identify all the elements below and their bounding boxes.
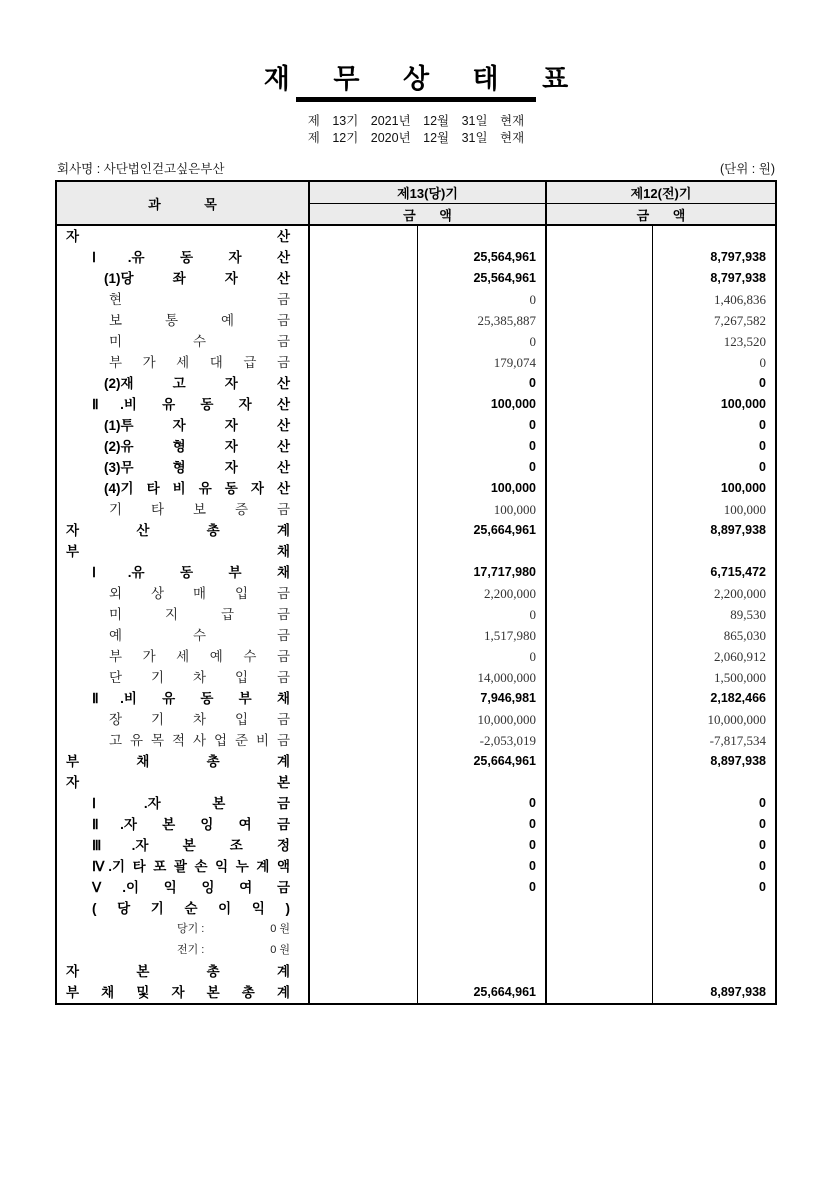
spacer-cell-prior — [545, 541, 652, 562]
account-label: 예 수 금 — [109, 628, 290, 643]
spacer-cell-prior — [545, 457, 652, 478]
spacer-cell-prior — [545, 520, 652, 541]
amount-header-prior — [545, 204, 775, 226]
amount-prior-cell — [652, 772, 775, 793]
amount-current-cell: 17,717,980 — [417, 562, 545, 583]
account-cell — [57, 751, 308, 772]
account-label: 미 지 급 금 — [109, 607, 290, 622]
amount-header-current-label: 금 액 — [403, 207, 462, 223]
amount-current-cell: 100,000 — [417, 499, 545, 520]
amount-current-cell: 25,664,961 — [417, 751, 545, 772]
account-cell — [57, 667, 308, 688]
amount-header-current — [308, 204, 545, 226]
report-title: 재 무 상 태 표 — [263, 64, 587, 94]
amount-current-cell — [417, 772, 545, 793]
spacer-cell-prior — [545, 625, 652, 646]
account-label: (1)투 자 자 산 — [104, 418, 290, 433]
spacer-cell-current — [308, 226, 417, 247]
amount-prior-cell: 0 — [652, 814, 775, 835]
amount-current-cell: 0 — [417, 793, 545, 814]
spacer-cell-prior — [545, 667, 652, 688]
amount-prior-cell: 7,267,582 — [652, 310, 775, 331]
account-label: Ⅰ.유 동 자 산 — [92, 250, 290, 265]
account-cell — [57, 226, 308, 247]
title-underline — [296, 97, 536, 102]
account-label: 자 산 총 계 — [66, 523, 290, 538]
amount-prior-cell: 100,000 — [652, 499, 775, 520]
amount-current-cell: 100,000 — [417, 394, 545, 415]
amount-prior-cell: 0 — [652, 856, 775, 877]
spacer-cell-current — [308, 310, 417, 331]
amount-current-cell: 0 — [417, 856, 545, 877]
spacer-cell-prior — [545, 310, 652, 331]
account-cell — [57, 289, 308, 310]
spacer-cell-current — [308, 352, 417, 373]
spacer-cell-current — [308, 436, 417, 457]
spacer-cell-current — [308, 688, 417, 709]
spacer-cell-prior — [545, 772, 652, 793]
spacer-cell-prior — [545, 646, 652, 667]
account-cell — [57, 793, 308, 814]
account-label: Ⅱ.비 유 동 자 산 — [92, 397, 290, 412]
account-label: 장 기 차 입 금 — [109, 712, 290, 727]
account-label: Ⅱ.자 본 잉 여 금 — [92, 817, 290, 832]
spacer-cell-prior — [545, 919, 652, 940]
account-cell — [57, 436, 308, 457]
amount-current-cell: 0 — [417, 877, 545, 898]
spacer-cell-current — [308, 268, 417, 289]
amount-current-cell — [417, 226, 545, 247]
account-cell — [57, 541, 308, 562]
spacer-cell-prior — [545, 499, 652, 520]
current-period-header: 제13(당)기 — [308, 182, 545, 204]
account-cell — [57, 415, 308, 436]
account-label: 외 상 매 입 금 — [109, 586, 290, 601]
amount-prior-cell — [652, 541, 775, 562]
spacer-cell-current — [308, 520, 417, 541]
net-income-note — [57, 940, 308, 961]
amount-prior-cell: 89,530 — [652, 604, 775, 625]
amount-prior-cell: 0 — [652, 793, 775, 814]
account-cell — [57, 625, 308, 646]
amount-prior-cell: 0 — [652, 877, 775, 898]
account-cell — [57, 268, 308, 289]
amount-prior-cell: 0 — [652, 457, 775, 478]
account-column-header-label: 과 목 — [148, 196, 237, 212]
amount-current-cell: 100,000 — [417, 478, 545, 499]
spacer-cell-current — [308, 247, 417, 268]
account-cell — [57, 373, 308, 394]
spacer-cell-current — [308, 856, 417, 877]
amount-prior-cell — [652, 898, 775, 919]
spacer-cell-prior — [545, 751, 652, 772]
note-value: 0 원 — [270, 923, 290, 935]
amount-prior-cell: 1,500,000 — [652, 667, 775, 688]
account-cell — [57, 961, 308, 982]
spacer-cell-current — [308, 877, 417, 898]
amount-prior-cell: 0 — [652, 352, 775, 373]
amount-header-prior-label: 금 액 — [636, 207, 696, 223]
amount-prior-cell: 0 — [652, 373, 775, 394]
amount-prior-cell — [652, 940, 775, 961]
spacer-cell-current — [308, 793, 417, 814]
spacer-cell-prior — [545, 436, 652, 457]
account-cell — [57, 457, 308, 478]
spacer-cell-current — [308, 583, 417, 604]
unit-label: (단위 : 원) — [720, 162, 775, 176]
spacer-cell-prior — [545, 394, 652, 415]
account-label: 부 채 — [66, 544, 290, 559]
amount-prior-cell: 10,000,000 — [652, 709, 775, 730]
account-label: Ⅳ.기 타 포 괄 손 익 누 계 액 — [92, 859, 290, 874]
amount-prior-cell: 0 — [652, 835, 775, 856]
amount-prior-cell: 0 — [652, 436, 775, 457]
spacer-cell-current — [308, 499, 417, 520]
account-cell — [57, 709, 308, 730]
period-line-prior: 제 12기 2020년 12월 31일 현재 — [307, 131, 525, 145]
account-label: 기 타 보 증 금 — [109, 502, 290, 517]
amount-prior-cell: 1,406,836 — [652, 289, 775, 310]
account-cell — [57, 310, 308, 331]
account-cell — [57, 982, 308, 1003]
account-cell — [57, 856, 308, 877]
prior-period-header: 제12(전)기 — [545, 182, 775, 204]
amount-current-cell: -2,053,019 — [417, 730, 545, 751]
amount-prior-cell: 100,000 — [652, 478, 775, 499]
spacer-cell-prior — [545, 583, 652, 604]
spacer-cell-prior — [545, 730, 652, 751]
account-cell — [57, 394, 308, 415]
spacer-cell-current — [308, 415, 417, 436]
spacer-cell-prior — [545, 226, 652, 247]
account-cell — [57, 247, 308, 268]
spacer-cell-prior — [545, 982, 652, 1003]
account-cell — [57, 604, 308, 625]
account-cell — [57, 898, 308, 919]
account-label: (1)당 좌 자 산 — [104, 271, 290, 286]
account-label: (4)기 타 비 유 동 자 산 — [104, 481, 290, 496]
note-label: 당기 : — [177, 923, 205, 935]
spacer-cell-prior — [545, 478, 652, 499]
account-cell — [57, 877, 308, 898]
amount-prior-cell: 8,897,938 — [652, 982, 775, 1003]
amount-current-cell: 25,664,961 — [417, 520, 545, 541]
amount-current-cell: 2,200,000 — [417, 583, 545, 604]
spacer-cell-prior — [545, 793, 652, 814]
account-cell — [57, 646, 308, 667]
report-periods — [55, 113, 777, 147]
period-line-current: 제 13기 2021년 12월 31일 현재 — [307, 114, 525, 128]
spacer-cell-current — [308, 394, 417, 415]
spacer-cell-prior — [545, 814, 652, 835]
account-label: 미 수 금 — [109, 334, 290, 349]
spacer-cell-current — [308, 457, 417, 478]
amount-prior-cell — [652, 961, 775, 982]
account-label: 자 본 — [66, 775, 290, 790]
spacer-cell-current — [308, 478, 417, 499]
amount-prior-cell: 2,200,000 — [652, 583, 775, 604]
amount-current-cell: 0 — [417, 373, 545, 394]
account-cell — [57, 919, 308, 940]
balance-sheet-table — [55, 180, 777, 1005]
amount-current-cell: 14,000,000 — [417, 667, 545, 688]
spacer-cell-current — [308, 331, 417, 352]
amount-prior-cell — [652, 226, 775, 247]
spacer-cell-current — [308, 730, 417, 751]
spacer-cell-current — [308, 541, 417, 562]
spacer-cell-prior — [545, 940, 652, 961]
account-label: Ⅴ.이 익 잉 여 금 — [92, 880, 290, 895]
spacer-cell-current — [308, 625, 417, 646]
spacer-cell-prior — [545, 604, 652, 625]
spacer-cell-prior — [545, 247, 652, 268]
spacer-cell-prior — [545, 373, 652, 394]
spacer-cell-prior — [545, 856, 652, 877]
account-cell — [57, 583, 308, 604]
account-label: 자 산 — [66, 229, 290, 244]
amount-current-cell — [417, 940, 545, 961]
amount-current-cell — [417, 898, 545, 919]
spacer-cell-current — [308, 373, 417, 394]
account-cell — [57, 331, 308, 352]
spacer-cell-current — [308, 751, 417, 772]
spacer-cell-prior — [545, 562, 652, 583]
amount-prior-cell: 8,797,938 — [652, 268, 775, 289]
amount-current-cell: 179,074 — [417, 352, 545, 373]
spacer-cell-current — [308, 667, 417, 688]
spacer-cell-current — [308, 961, 417, 982]
spacer-cell-prior — [545, 352, 652, 373]
amount-current-cell: 1,517,980 — [417, 625, 545, 646]
account-label: 부 가 세 대 급 금 — [109, 355, 290, 370]
account-cell — [57, 835, 308, 856]
account-cell — [57, 520, 308, 541]
account-cell — [57, 352, 308, 373]
spacer-cell-current — [308, 709, 417, 730]
account-cell — [57, 814, 308, 835]
amount-prior-cell: 100,000 — [652, 394, 775, 415]
spacer-cell-prior — [545, 898, 652, 919]
amount-current-cell: 0 — [417, 457, 545, 478]
spacer-cell-prior — [545, 289, 652, 310]
note-label: 전기 : — [177, 944, 205, 956]
account-cell — [57, 499, 308, 520]
amount-prior-cell: 8,797,938 — [652, 247, 775, 268]
company-name: 회사명 : 사단법인걷고싶은부산 — [57, 162, 225, 176]
amount-prior-cell: 865,030 — [652, 625, 775, 646]
amount-current-cell: 0 — [417, 436, 545, 457]
amount-current-cell — [417, 961, 545, 982]
amount-prior-cell: -7,817,534 — [652, 730, 775, 751]
amount-current-cell — [417, 541, 545, 562]
spacer-cell-prior — [545, 709, 652, 730]
spacer-cell-current — [308, 898, 417, 919]
account-label: 현 금 — [109, 292, 290, 307]
account-cell — [57, 478, 308, 499]
amount-current-cell: 25,564,961 — [417, 268, 545, 289]
spacer-cell-current — [308, 940, 417, 961]
account-label: 고 유 목 적 사 업 준 비 금 — [109, 733, 290, 748]
spacer-cell-current — [308, 814, 417, 835]
account-cell — [57, 688, 308, 709]
spacer-cell-current — [308, 919, 417, 940]
amount-current-cell: 0 — [417, 415, 545, 436]
account-label: 단 기 차 입 금 — [109, 670, 290, 685]
spacer-cell-prior — [545, 688, 652, 709]
amount-prior-cell: 2,060,912 — [652, 646, 775, 667]
account-cell — [57, 730, 308, 751]
amount-prior-cell: 8,897,938 — [652, 751, 775, 772]
account-cell — [57, 772, 308, 793]
account-label: 보 통 예 금 — [109, 313, 290, 328]
spacer-cell-prior — [545, 331, 652, 352]
amount-current-cell: 0 — [417, 814, 545, 835]
account-label: Ⅱ.비 유 동 부 채 — [92, 691, 290, 706]
spacer-cell-current — [308, 289, 417, 310]
net-income-note — [57, 919, 308, 940]
spacer-cell-current — [308, 646, 417, 667]
spacer-cell-prior — [545, 268, 652, 289]
amount-current-cell: 7,946,981 — [417, 688, 545, 709]
amount-prior-cell — [652, 919, 775, 940]
account-label: (2)재 고 자 산 — [104, 376, 290, 391]
amount-current-cell: 0 — [417, 646, 545, 667]
amount-current-cell: 0 — [417, 331, 545, 352]
account-label: 부 가 세 예 수 금 — [109, 649, 290, 664]
amount-prior-cell: 6,715,472 — [652, 562, 775, 583]
spacer-cell-prior — [545, 415, 652, 436]
amount-prior-cell: 0 — [652, 415, 775, 436]
amount-current-cell: 25,385,887 — [417, 310, 545, 331]
amount-prior-cell: 2,182,466 — [652, 688, 775, 709]
account-cell — [57, 940, 308, 961]
account-label: 부 채 및 자 본 총 계 — [66, 985, 290, 1000]
report-header — [55, 64, 777, 147]
account-label: (3)무 형 자 산 — [104, 460, 290, 475]
amount-current-cell: 0 — [417, 289, 545, 310]
amount-current-cell: 0 — [417, 835, 545, 856]
amount-current-cell — [417, 919, 545, 940]
account-label: Ⅰ.자 본 금 — [92, 796, 290, 811]
account-label: Ⅲ.자 본 조 정 — [92, 838, 290, 853]
spacer-cell-prior — [545, 835, 652, 856]
amount-current-cell: 10,000,000 — [417, 709, 545, 730]
amount-prior-cell: 123,520 — [652, 331, 775, 352]
account-label: ( 당 기 순 이 익 ) — [92, 901, 290, 916]
note-value: 0 원 — [270, 944, 290, 956]
account-label: (2)유 형 자 산 — [104, 439, 290, 454]
spacer-cell-current — [308, 604, 417, 625]
account-column-header — [57, 182, 308, 226]
spacer-cell-current — [308, 835, 417, 856]
account-label: 자 본 총 계 — [66, 964, 290, 979]
amount-current-cell: 0 — [417, 604, 545, 625]
spacer-cell-prior — [545, 961, 652, 982]
account-cell — [57, 562, 308, 583]
spacer-cell-prior — [545, 877, 652, 898]
account-label: 부 채 총 계 — [66, 754, 290, 769]
spacer-cell-current — [308, 772, 417, 793]
account-label: Ⅰ.유 동 부 채 — [92, 565, 290, 580]
amount-current-cell: 25,664,961 — [417, 982, 545, 1003]
amount-current-cell: 25,564,961 — [417, 247, 545, 268]
spacer-cell-current — [308, 982, 417, 1003]
meta-row — [57, 159, 775, 177]
amount-prior-cell: 8,897,938 — [652, 520, 775, 541]
spacer-cell-current — [308, 562, 417, 583]
